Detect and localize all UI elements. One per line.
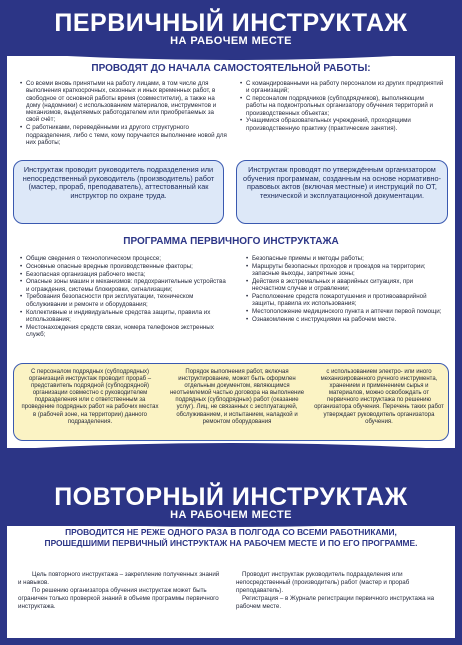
program-left-list: [20, 255, 230, 339]
contractor-text-col1: С персоналом подрядных (субподрядных) организаций инструктаж проводит прораб – представитель подрядной (субподрядной) организации совместно с руководителем подразделения или с ответственным за проведение подрядных работ на рабочих местах в (рабочей зоне, на территории) данного подразделения.: [21, 369, 159, 425]
list-item: • Безопасные приемы и методы работы;: [246, 255, 446, 262]
repeated-subtitle: НА РАБОЧЕМ МЕСТЕ: [170, 509, 292, 521]
paragraph: По решению организатора обучения инструктаж может быть ограничен только проверкой знаний в объеме программы первичного инструктажа.: [18, 587, 219, 610]
note-line: ПРОВОДИТСЯ НЕ РЕЖЕ ОДНОГО РАЗА В ПОЛГОДА СО ВСЕМИ РАБОТНИКАМИ,: [65, 527, 397, 537]
list-item: • Основные опасные вредные производственные факторы;: [20, 263, 230, 270]
paragraph: Проводит инструктаж руководитель подразделения или непосредственный (производитель) работ (мастер и прораб преподаватель).: [236, 571, 410, 594]
note-line: ПРОШЕДШИМИ ПЕРВИЧНЫЙ ИНСТРУКТАЖ НА РАБОЧЕМ МЕСТЕ И ПО ЕГО ПРОГРАММЕ.: [44, 537, 418, 548]
section2-heading: ПРОГРАММА ПЕРВИЧНОГО ИНСТРУКТАЖА: [123, 236, 339, 247]
list-item: • Местонахождения средств связи, номера телефонов экстренных служб;: [20, 324, 230, 339]
contractor-text-col2: Порядок выполнения работ, включая инструктирование, может быть оформлен отдельным документом, являющимся неотъемлемой частью договора на выполнение подрядных (субподрядных) работ (оказание услуг). Лиц, не связанных с эксплуатацией, обслуживанием, и испытанием, наладкой и ремонтом оборудования: [169, 369, 305, 425]
list-item: • Маршруты безопасных проходов и проездов на территории; запасные выходы, запретные зоны;: [246, 263, 446, 278]
paragraph: Регистрация – в Журнале регистрации первичного инструктажа на рабочем месте.: [236, 595, 435, 610]
repeated-left-text: [18, 571, 223, 611]
list-item: • Коллективные и индивидуальные средства защиты, правила их использования;: [20, 309, 230, 324]
program-info-box: Инструктаж проводят по утверждённым организатором обучения программам, созданным на основе нормативно-правовых актов (включая местные) и инструкций по ОТ, технической и эксплуатационной документации.: [236, 160, 448, 224]
list-item: • Безопасная организация рабочего места;: [20, 271, 230, 278]
repeated-right-text: [236, 571, 448, 611]
list-item: • Опасные зоны машин и механизмов: предохранительные устройства и ограждения, системы блокировки, сигнализации;: [20, 278, 230, 293]
list-item: • Действия в экстремальных и аварийных ситуациях, при несчастном случае и отравлении;: [246, 278, 446, 293]
section1-heading: ПРОВОДЯТ ДО НАЧАЛА САМОСТОЯТЕЛЬНОЙ РАБОТЫ:: [91, 63, 371, 74]
list-item: • Ознакомление с инструкциями на рабочем месте.: [246, 316, 446, 323]
header-wave-top: [0, 50, 462, 64]
section1-left-list: [20, 80, 228, 147]
list-item: • С персоналом подрядчиков (субподрядчиков), выполняющим работы на подконтрольных организатору обучения территорий и производственных объектах;: [240, 95, 446, 117]
mid-wave-top: [0, 442, 462, 456]
contractor-info-box: [13, 363, 449, 441]
list-item: • Требования безопасности при эксплуатации, техническом обслуживании и ремонте и оборудования;: [20, 293, 230, 308]
list-item: • С работниками, переведёнными из другого структурного подразделения, либо с теми, кому поручается выполнение новой для них работы;: [20, 124, 228, 146]
section1-right-list: [240, 80, 446, 133]
list-item: • Общие сведения о технологическом процессе;: [20, 255, 230, 262]
primary-title: ПЕРВИЧНЫЙ ИНСТРУКТАЖ: [54, 9, 408, 37]
list-item: • Учащимися образовательных учреждений, проходящими производственную практику (практические занятия).: [240, 117, 446, 132]
list-item: • Со всеми вновь принятыми на работу лицами, в том числе для выполнения краткосрочных, сезонных и иных временных работ, в свободное от основной работы время (совместители), а также на дому (надомники) с использованием материалов, инструментов и механизмов, выделяемых работодателем или приобретаемых за свой счёт;: [20, 80, 228, 124]
list-item: • С командированными на работу персоналом из других предприятий и организаций;: [240, 80, 446, 95]
paragraph: Цель повторного инструктажа – закрепление полученных знаний и навыков.: [18, 571, 220, 586]
repeated-title: ПОВТОРНЫЙ ИНСТРУКТАЖ: [54, 483, 408, 511]
primary-subtitle: НА РАБОЧЕМ МЕСТЕ: [170, 35, 292, 47]
program-right-list: [246, 255, 446, 324]
list-item: • Расположение средств пожаротушения и противоаварийной защиты, правила их использования;: [246, 293, 446, 308]
contractor-text-col3: с использованием электро- или иного механизированного ручного инструмента, хранением и применением сырья и материалов, можно освобождать от первичного инструктажа по решению организатора обучения. Перечень таких работ утверждает руководитель организатора обучения.: [314, 369, 444, 425]
list-item: • Местоположение медицинского пункта и аптечки первой помощи;: [246, 308, 446, 315]
instructor-info-box: Инструктаж проводит руководитель подразделения или непосредственный руководитель (производитель) работ (мастер, прораб, преподаватель), аттестованный как инструктор по охране труда.: [13, 160, 224, 224]
repeated-frequency-note: [0, 527, 462, 548]
